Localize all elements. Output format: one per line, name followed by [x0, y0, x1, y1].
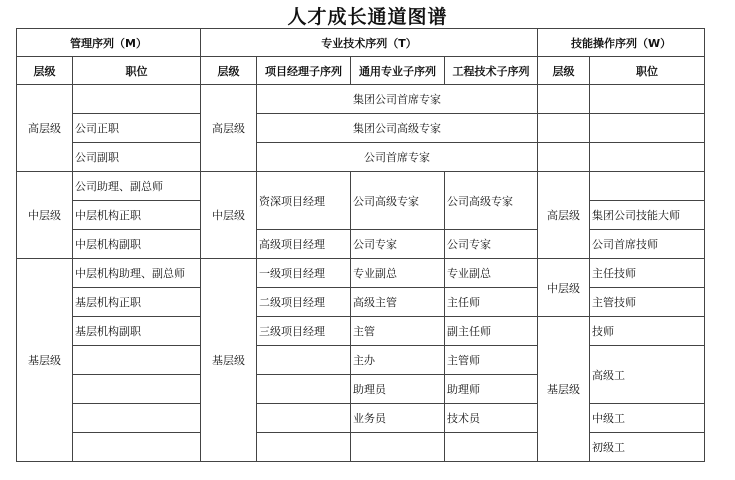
operation-level-high: 高层级	[538, 172, 590, 259]
table-row	[17, 259, 705, 288]
technical-high-position: 集团公司高级专家	[257, 114, 538, 143]
table-row	[17, 143, 705, 172]
operation-position: 公司首席技师	[590, 230, 705, 259]
management-level-header: 层级	[17, 57, 73, 85]
operation-position: 高级工	[590, 346, 705, 404]
general-professional-position: 主办	[351, 346, 445, 375]
engineering-technical-header: 工程技术子序列	[445, 57, 538, 85]
table-row	[17, 433, 705, 462]
table-row	[17, 230, 705, 259]
management-position-empty	[73, 375, 201, 404]
table-row	[17, 114, 705, 143]
engineering-technical-position: 副主任师	[445, 317, 538, 346]
project-manager-position: 高级项目经理	[257, 230, 351, 259]
management-position: 公司正职	[73, 114, 201, 143]
technical-level-header: 层级	[201, 57, 257, 85]
operation-position: 中级工	[590, 404, 705, 433]
technical-level-high: 高层级	[201, 85, 257, 172]
operation-position-header: 职位	[590, 57, 705, 85]
project-manager-position: 三级项目经理	[257, 317, 351, 346]
general-professional-position: 公司高级专家	[351, 172, 445, 230]
technical-level-middle: 中层级	[201, 172, 257, 259]
operation-position-empty	[590, 85, 705, 114]
engineering-technical-position: 主任师	[445, 288, 538, 317]
engineering-technical-position-empty	[445, 433, 538, 462]
project-manager-position: 资深项目经理	[257, 172, 351, 230]
management-track-header: 管理序列（M）	[17, 29, 201, 57]
project-manager-position-empty	[257, 404, 351, 433]
operation-level-empty	[538, 114, 590, 143]
operation-position: 主任技师	[590, 259, 705, 288]
table-row	[17, 288, 705, 317]
project-manager-header: 项目经理子序列	[257, 57, 351, 85]
table-header-row	[17, 29, 705, 57]
management-level-high: 高层级	[17, 85, 73, 172]
general-professional-header: 通用专业子序列	[351, 57, 445, 85]
management-position: 公司助理、副总师	[73, 172, 201, 201]
management-position: 公司副职	[73, 143, 201, 172]
technical-high-position: 公司首席专家	[257, 143, 538, 172]
management-position: 基层机构正职	[73, 288, 201, 317]
engineering-technical-position: 主管师	[445, 346, 538, 375]
engineering-technical-position: 公司专家	[445, 230, 538, 259]
management-position-header: 职位	[73, 57, 201, 85]
operation-position: 初级工	[590, 433, 705, 462]
management-level-middle: 中层级	[17, 172, 73, 259]
management-position-empty	[73, 433, 201, 462]
general-professional-position: 主管	[351, 317, 445, 346]
table-subheader-row	[17, 57, 705, 85]
table-row	[17, 317, 705, 346]
page-title: 人才成长通道图谱	[287, 6, 448, 28]
operation-track-header: 技能操作序列（W）	[538, 29, 705, 57]
operation-position: 技师	[590, 317, 705, 346]
management-level-basic: 基层级	[17, 259, 73, 462]
project-manager-position-empty	[257, 433, 351, 462]
technical-high-position: 集团公司首席专家	[257, 85, 538, 114]
talent-growth-table	[16, 28, 705, 462]
general-professional-position: 业务员	[351, 404, 445, 433]
engineering-technical-position: 助理师	[445, 375, 538, 404]
management-position: 中层机构正职	[73, 201, 201, 230]
operation-position: 集团公司技能大师	[590, 201, 705, 230]
project-manager-position: 二级项目经理	[257, 288, 351, 317]
operation-position-empty	[590, 114, 705, 143]
technical-level-basic: 基层级	[201, 259, 257, 462]
management-position: 基层机构副职	[73, 317, 201, 346]
general-professional-position: 公司专家	[351, 230, 445, 259]
operation-level-empty	[538, 85, 590, 114]
operation-level-header: 层级	[538, 57, 590, 85]
engineering-technical-position: 专业副总	[445, 259, 538, 288]
project-manager-position-empty	[257, 346, 351, 375]
management-position-empty	[73, 346, 201, 375]
general-professional-position: 助理员	[351, 375, 445, 404]
operation-position-empty	[590, 143, 705, 172]
engineering-technical-position: 公司高级专家	[445, 172, 538, 230]
table-row	[17, 346, 705, 375]
general-professional-position: 专业副总	[351, 259, 445, 288]
table-row	[17, 172, 705, 201]
general-professional-position-empty	[351, 433, 445, 462]
general-professional-position: 高级主管	[351, 288, 445, 317]
management-position: 中层机构副职	[73, 230, 201, 259]
management-position-empty	[73, 85, 201, 114]
operation-position: 主管技师	[590, 288, 705, 317]
technical-track-header: 专业技术序列（T）	[201, 29, 538, 57]
operation-level-empty	[538, 143, 590, 172]
table-row	[17, 85, 705, 114]
engineering-technical-position: 技术员	[445, 404, 538, 433]
project-manager-position-empty	[257, 375, 351, 404]
management-position-empty	[73, 404, 201, 433]
project-manager-position: 一级项目经理	[257, 259, 351, 288]
operation-level-basic: 基层级	[538, 317, 590, 462]
management-position: 中层机构助理、副总师	[73, 259, 201, 288]
operation-position-empty	[590, 172, 705, 201]
operation-level-middle: 中层级	[538, 259, 590, 317]
table-row	[17, 404, 705, 433]
